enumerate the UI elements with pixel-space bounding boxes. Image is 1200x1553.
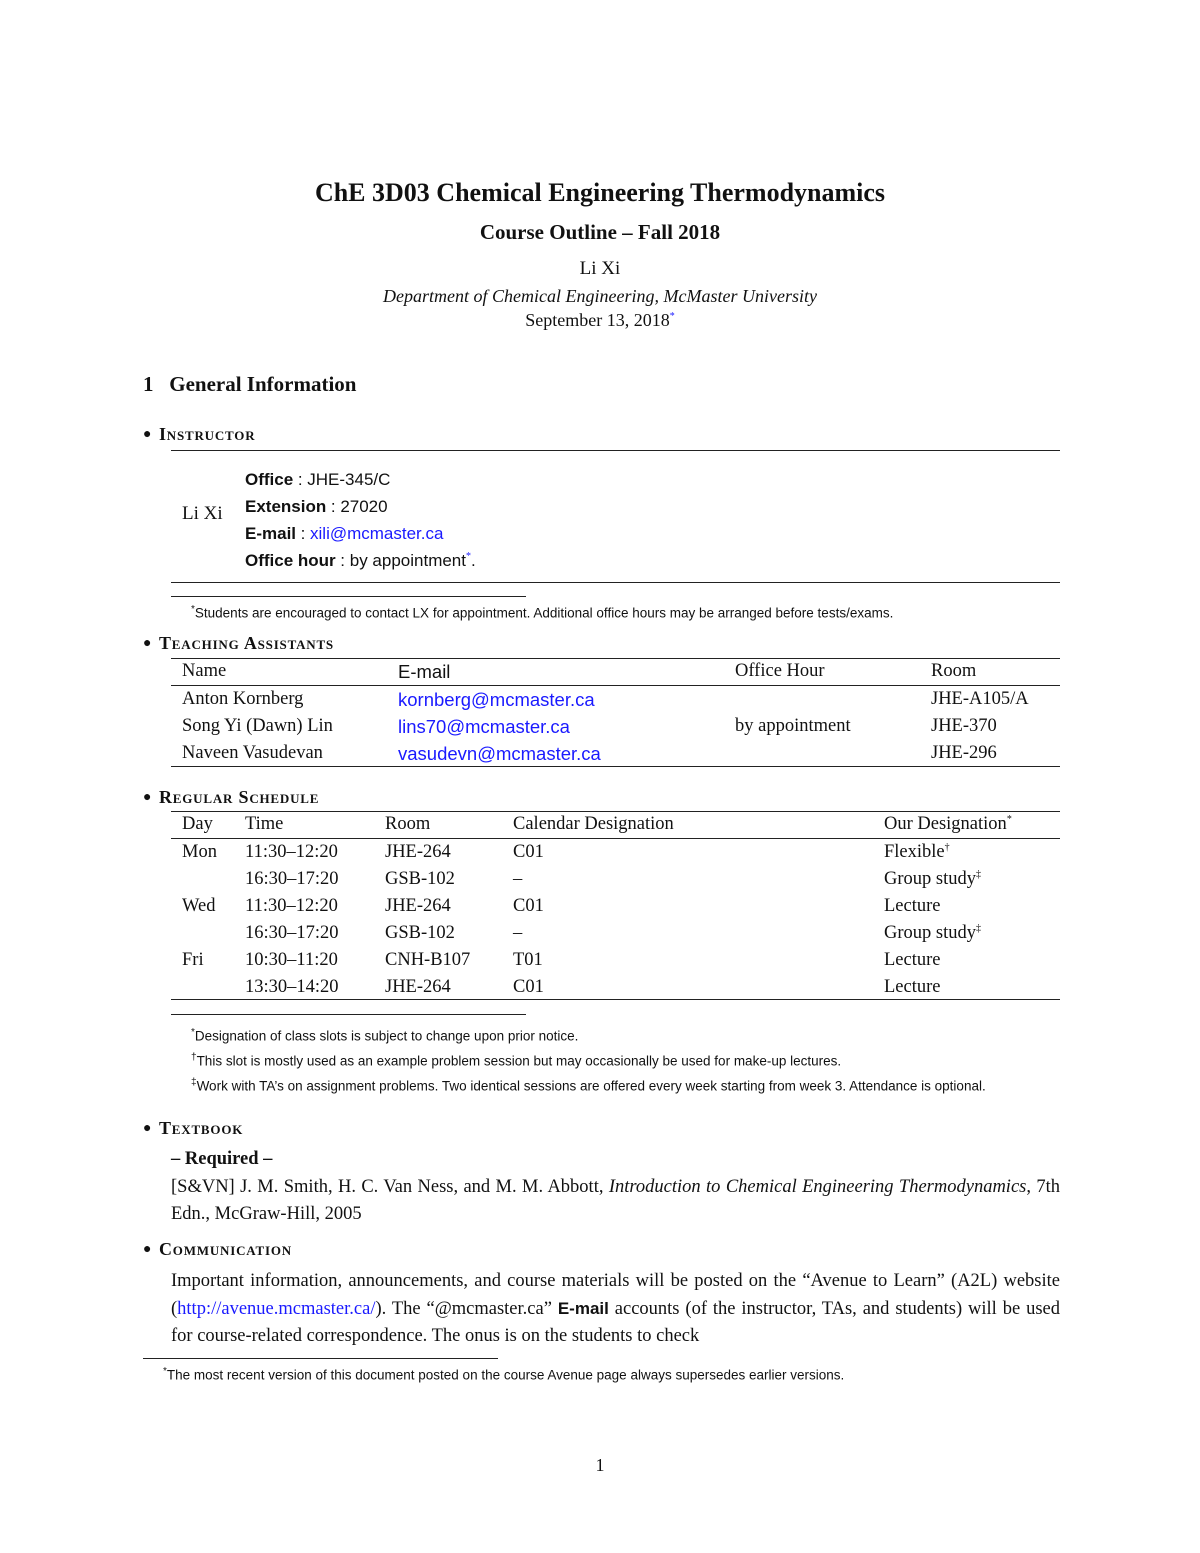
communication-heading-text: Communication <box>159 1239 292 1259</box>
ta-email-link[interactable]: kornberg@mcmaster.ca <box>398 688 595 710</box>
sched-time: 16:30–17:20 <box>245 923 339 943</box>
extension-label: Extension <box>245 497 327 516</box>
communication-text-3: accounts (of the instructor, TAs, and students) will be used for course-related correspondence. The onus is on the students to check <box>171 1299 1061 1346</box>
ta-email-link[interactable]: vasudevn@mcmaster.ca <box>398 742 601 764</box>
table-row <box>171 740 1060 767</box>
sched-col-ours-text: Our Designation <box>884 814 1007 835</box>
reference-title: Introduction to Chemical Engineering Thermodynamics <box>608 1177 1027 1197</box>
bullet-icon: ● <box>143 790 153 805</box>
instructor-details <box>245 467 476 575</box>
sched-room: CNH-B107 <box>385 950 471 970</box>
bullet-icon: ● <box>143 1242 153 1257</box>
ta-hour: by appointment <box>735 716 851 736</box>
ta-col-hour: Office Hour <box>735 661 825 681</box>
reference-suffix: , 7th Edn., McGraw-Hill, 2005 <box>171 1177 1061 1224</box>
table-row <box>171 920 1060 947</box>
communication-heading <box>143 1239 292 1260</box>
ta-name: Naveen Vasudevan <box>182 743 323 763</box>
sched-day <box>171 866 245 893</box>
ta-name: Anton Kornberg <box>182 689 304 709</box>
sched-col-calendar: Calendar Designation <box>513 814 674 834</box>
sched-day: Wed <box>182 896 216 916</box>
ta-col-room: Room <box>931 661 977 681</box>
footnote-text: Designation of class slots is subject to change upon prior notice. <box>194 1028 579 1044</box>
ta-bottom-rule <box>171 766 1060 767</box>
sched-col-room: Room <box>385 814 431 834</box>
footnote-text: This slot is mostly used as an example problem session but may occasionally be used for make-up lectures. <box>196 1053 842 1069</box>
sched-ours: Group study <box>884 869 976 890</box>
sched-ours: Flexible <box>884 842 945 863</box>
sched-day <box>171 974 245 1001</box>
sched-calendar: – <box>513 923 523 943</box>
instructor-name: Li Xi <box>182 503 223 524</box>
schedule-heading-text: Regular Schedule <box>159 787 320 807</box>
sched-day: Fri <box>182 950 204 970</box>
sched-time: 11:30–12:20 <box>245 896 338 916</box>
footnote-mark: † <box>191 1052 197 1063</box>
sched-ours: Lecture <box>884 950 941 971</box>
email-word: E-mail <box>557 1299 609 1318</box>
date-text: September 13, 2018 <box>525 310 670 330</box>
table-row <box>171 974 1060 1001</box>
instructor-heading <box>143 424 255 445</box>
schedule-heading <box>143 787 319 808</box>
office-value: : JHE-345/C <box>297 470 391 489</box>
ta-room: JHE-296 <box>931 743 997 763</box>
table-row <box>171 893 1060 920</box>
sched-calendar: C01 <box>513 842 544 862</box>
sched-time: 10:30–11:20 <box>245 950 338 970</box>
office-hour-period: . <box>471 551 476 571</box>
schedule-footnote <box>171 1072 1060 1097</box>
ta-heading <box>143 633 334 654</box>
sched-ours: Lecture <box>884 896 941 917</box>
sched-calendar: T01 <box>513 950 543 970</box>
textbook-heading <box>143 1118 243 1139</box>
schedule-footnote-rule <box>171 1014 526 1015</box>
table-row <box>171 713 1060 740</box>
office-hour-footnote-mark[interactable]: * <box>466 550 471 562</box>
ta-hour <box>735 686 931 714</box>
sched-mark: ‡ <box>976 922 981 934</box>
schedule-footnote <box>171 1047 1060 1072</box>
sched-room: JHE-264 <box>385 977 451 997</box>
schedule-footnotes <box>171 1022 1060 1097</box>
extension-value: : 27020 <box>330 497 388 516</box>
instructor-email-link[interactable]: xili@mcmaster.ca <box>310 524 444 543</box>
section-title: General Information <box>169 372 357 396</box>
page-number: 1 <box>595 1455 605 1475</box>
sched-room: GSB-102 <box>385 869 455 889</box>
bullet-icon: ● <box>143 636 153 651</box>
table-row <box>171 839 1060 867</box>
document-title: ChE 3D03 Chemical Engineering Thermodynamics <box>314 178 886 207</box>
ta-col-email: E-mail <box>398 660 451 682</box>
sched-room: GSB-102 <box>385 923 455 943</box>
footnote-text: Students are encouraged to contact LX for appointment. Additional office hours may be arranged before tests/exams. <box>194 605 894 621</box>
sched-mark: ‡ <box>976 868 981 880</box>
schedule-bottom-rule <box>171 999 1060 1000</box>
sched-time: 13:30–14:20 <box>245 977 339 997</box>
ta-heading-text: Teaching Assistants <box>159 633 334 653</box>
ta-room: JHE-370 <box>931 716 997 736</box>
sched-time: 11:30–12:20 <box>245 842 338 862</box>
instructor-bottom-rule <box>171 582 1060 583</box>
sched-col-ours-mark: * <box>1006 813 1012 825</box>
bullet-icon: ● <box>143 1121 153 1136</box>
instructor-heading-text: Instructor <box>159 424 256 444</box>
ta-room: JHE-A105/A <box>931 689 1029 709</box>
author-affiliation: Department of Chemical Engineering, McMaster University <box>383 286 817 306</box>
sched-col-time: Time <box>245 814 284 834</box>
ta-name: Song Yi (Dawn) Lin <box>182 716 333 736</box>
table-row <box>171 947 1060 974</box>
sched-mark: † <box>944 841 950 853</box>
section-heading <box>143 372 356 397</box>
communication-text-2: ). The “@mcmaster.ca” <box>375 1299 552 1319</box>
sched-room: JHE-264 <box>385 896 451 916</box>
ta-table <box>171 658 1060 767</box>
sched-day: Mon <box>182 842 217 862</box>
footnote-mark: * <box>163 1366 167 1377</box>
footnote-mark: ‡ <box>191 1077 197 1088</box>
section-number: 1 <box>143 372 154 396</box>
sched-calendar: – <box>513 869 523 889</box>
email-label: E-mail <box>245 524 297 543</box>
sched-room: JHE-264 <box>385 842 451 862</box>
avenue-link[interactable]: http://avenue.mcmaster.ca/ <box>177 1299 376 1319</box>
document-date <box>0 310 1200 331</box>
email-sep: : <box>300 524 306 543</box>
footnote-text: The most recent version of this document posted on the course Avenue page always supersedes earlier versions. <box>166 1367 845 1383</box>
textbook-required-label: – Required – <box>171 1149 273 1169</box>
footnote-mark: * <box>191 604 195 615</box>
sched-col-ours <box>884 811 1060 839</box>
date-footnote-mark[interactable]: * <box>669 311 675 322</box>
table-row <box>171 866 1060 893</box>
sched-col-day: Day <box>182 814 213 834</box>
communication-text-1: Important information, announcements, and course materials will be posted on the “Avenue to Learn” (A2L) website ( <box>171 1271 1060 1319</box>
ta-email-link[interactable]: lins70@mcmaster.ca <box>398 715 570 737</box>
footnote-text: Work with TA’s on assignment problems. Two identical sessions are offered every week starting from week 3. Attendance is optional. <box>196 1078 986 1094</box>
footnote-mark: * <box>191 1027 195 1038</box>
reference-prefix: [S&VN] J. M. Smith, H. C. Van Ness, and M. M. Abbott, <box>171 1177 604 1197</box>
document-subtitle: Course Outline – Fall 2018 <box>479 220 721 244</box>
sched-calendar: C01 <box>513 896 544 916</box>
office-hour-label: Office hour <box>245 551 336 571</box>
instructor-footnote <box>191 604 893 621</box>
page-footnote-rule <box>143 1358 498 1359</box>
instructor-footnote-rule <box>171 596 526 597</box>
sched-ours: Lecture <box>884 977 941 998</box>
page-footnote <box>163 1366 844 1383</box>
instructor-top-rule <box>171 450 1060 451</box>
schedule-table <box>171 811 1060 1001</box>
author-name: Li Xi <box>579 258 621 279</box>
sched-calendar: C01 <box>513 977 544 997</box>
textbook-reference <box>171 1174 1060 1228</box>
ta-hour <box>735 740 931 767</box>
communication-paragraph <box>171 1268 1060 1350</box>
sched-time: 16:30–17:20 <box>245 869 339 889</box>
office-hour-value: : by appointment <box>340 551 466 571</box>
sched-ours: Group study <box>884 923 976 944</box>
office-label: Office <box>245 470 294 489</box>
bullet-icon: ● <box>143 427 153 442</box>
sched-day <box>171 920 245 947</box>
schedule-footnote <box>171 1022 1060 1047</box>
textbook-heading-text: Textbook <box>159 1118 244 1138</box>
table-row <box>171 686 1060 714</box>
ta-col-name: Name <box>182 661 227 681</box>
